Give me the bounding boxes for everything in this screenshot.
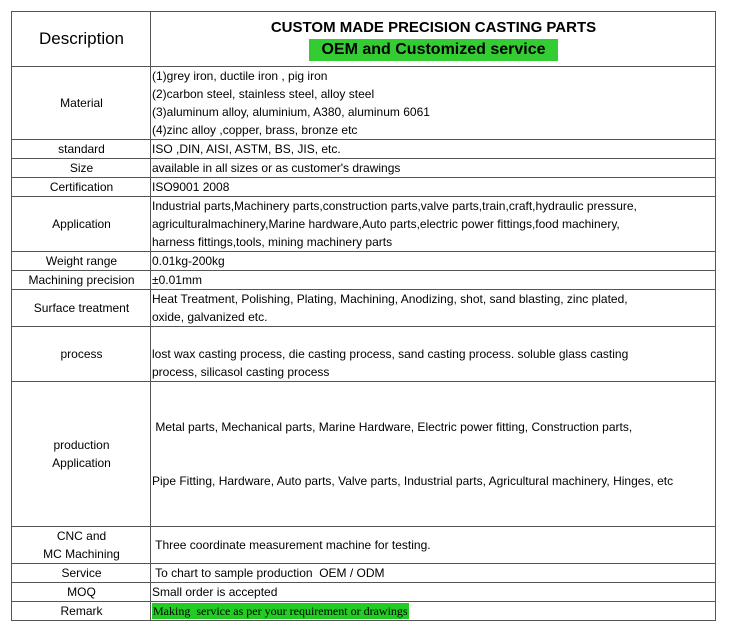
- value-line: Pipe Fitting, Hardware, Auto parts, Valve parts, Industrial parts, Agricultural machinery, Hinges, etc: [152, 474, 674, 488]
- row-value: [151, 67, 716, 140]
- remark-highlight: Making service as per your requirement or drawings: [153, 604, 408, 618]
- row-label: Machining precision: [12, 271, 151, 290]
- row-value: [151, 327, 716, 382]
- row-label: Certification: [12, 178, 151, 197]
- row-label: Remark: [12, 602, 151, 621]
- table-row-production: [12, 382, 716, 527]
- value-line: (3)aluminum alloy, aluminium, A380, aluminum 6061: [152, 105, 430, 119]
- table-row-surface: [12, 290, 716, 327]
- row-label: Weight range: [12, 252, 151, 271]
- row-label: process: [12, 327, 151, 382]
- spec-table: [11, 11, 716, 621]
- row-value: [151, 602, 716, 621]
- value-line: Heat Treatment, Polishing, Plating, Machining, Anodizing, shot, sand blasting, zinc plated,: [152, 292, 628, 306]
- value-line: oxide, galvanized etc.: [152, 310, 268, 324]
- title-cell: [151, 12, 716, 67]
- description-label: Description: [12, 12, 151, 67]
- row-label: Material: [12, 67, 151, 140]
- value-line: (4)zinc alloy ,copper, brass, bronze etc: [152, 123, 358, 137]
- value-line: agriculturalmachinery,Marine hardware,Auto parts,electric power fittings,food machinery,: [152, 217, 620, 231]
- value-line: harness fittings,tools, mining machinery parts: [152, 235, 393, 249]
- table-row-moq: [12, 583, 716, 602]
- row-value: [151, 290, 716, 327]
- page-title: CUSTOM MADE PRECISION CASTING PARTS: [270, 19, 597, 36]
- row-label: [12, 382, 151, 527]
- table-row-certification: [12, 178, 716, 197]
- row-value: available in all sizes or as customer's drawings: [151, 159, 716, 178]
- row-value: ±0.01mm: [151, 271, 716, 290]
- value-line: lost wax casting process, die casting process, sand casting process. soluble glass casting: [152, 347, 629, 361]
- row-label: Service: [12, 564, 151, 583]
- table-row-service: [12, 564, 716, 583]
- label-line: CNC and: [56, 529, 107, 543]
- row-label: MOQ: [12, 583, 151, 602]
- header-row: [12, 12, 716, 67]
- row-value: 0.01kg-200kg: [151, 252, 716, 271]
- row-value: ISO9001 2008: [151, 178, 716, 197]
- row-value: Small order is accepted: [151, 583, 716, 602]
- label-line: production: [53, 438, 110, 452]
- row-label: Surface treatment: [12, 290, 151, 327]
- value-line: process, silicasol casting process: [152, 365, 330, 379]
- value-line: (2)carbon steel, stainless steel, alloy steel: [152, 87, 375, 101]
- table-row-remark: [12, 602, 716, 621]
- table-row-size: [12, 159, 716, 178]
- table-row-material: [12, 67, 716, 140]
- label-line: MC Machining: [43, 547, 120, 561]
- table-row-process: [12, 327, 716, 382]
- row-value: ISO ,DIN, AISI, ASTM, BS, JIS, etc.: [151, 140, 716, 159]
- row-label: Size: [12, 159, 151, 178]
- table-row-cnc: [12, 527, 716, 564]
- value-line: (1)grey iron, ductile iron , pig iron: [152, 69, 328, 83]
- table-row-application: [12, 197, 716, 252]
- row-value: [151, 382, 716, 527]
- table-row-standard: [12, 140, 716, 159]
- row-value: [151, 197, 716, 252]
- table-row-machining: [12, 271, 716, 290]
- oem-banner: OEM and Customized service: [309, 39, 557, 61]
- row-label: Application: [12, 197, 151, 252]
- row-value: To chart to sample production OEM / ODM: [151, 564, 716, 583]
- label-line: Application: [52, 456, 111, 470]
- row-label: standard: [12, 140, 151, 159]
- row-label: [12, 527, 151, 564]
- value-line: Industrial parts,Machinery parts,construction parts,valve parts,train,craft,hydraulic pressure,: [152, 199, 637, 213]
- row-value: Three coordinate measurement machine for testing.: [151, 527, 716, 564]
- table-row-weight: [12, 252, 716, 271]
- value-line: Metal parts, Mechanical parts, Marine Hardware, Electric power fitting, Construction parts,: [152, 420, 633, 434]
